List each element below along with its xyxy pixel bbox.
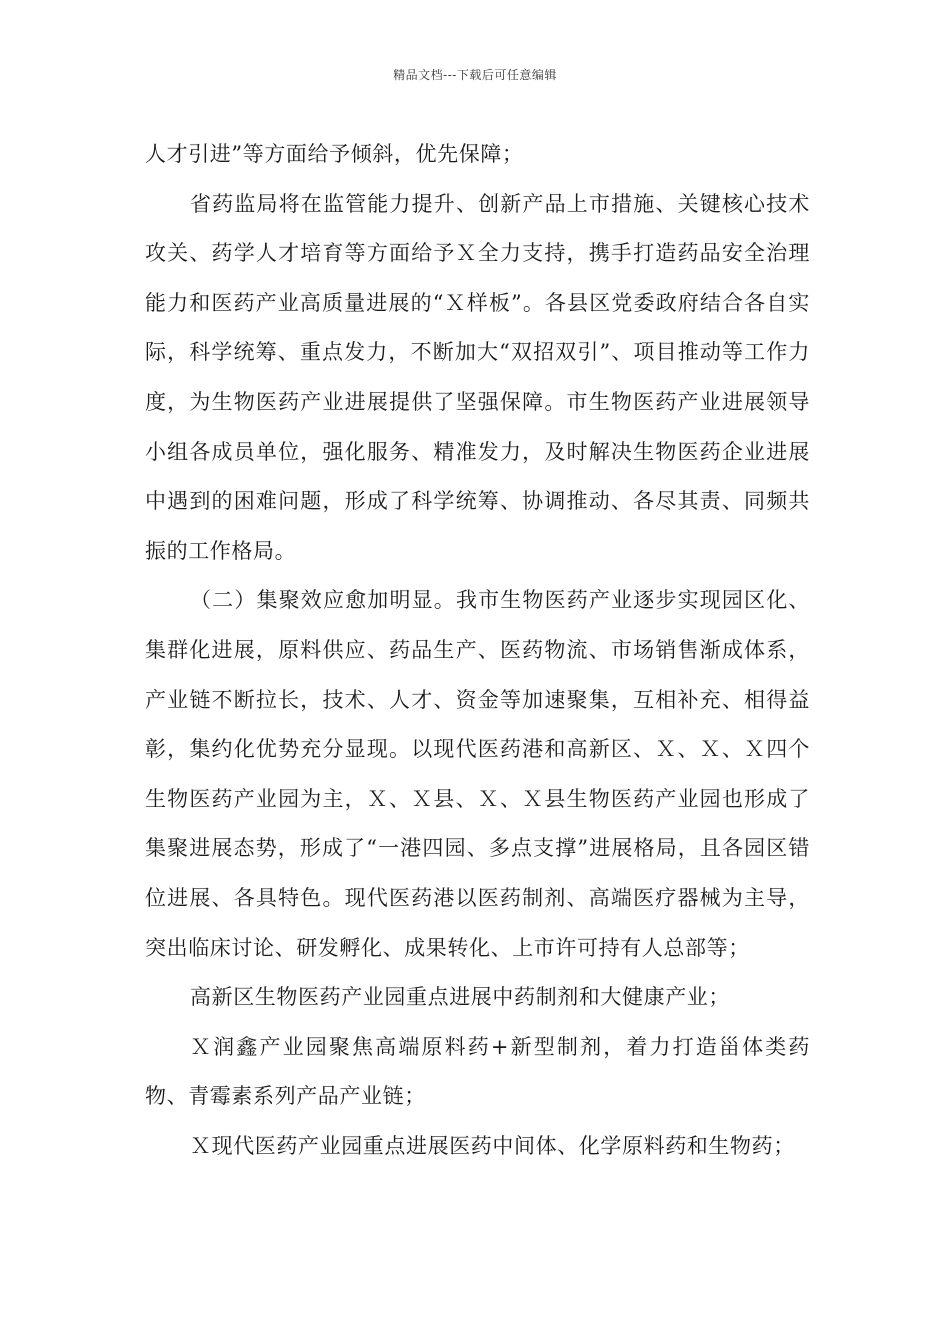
paragraph-5: Ｘ润鑫产业园聚焦高端原料药+新型制剂，着力打造甾体类药物、青霉素系列产品产业链； xyxy=(145,1034,810,1109)
page-header: 精品文档---下载后可任意编辑 xyxy=(393,68,557,82)
paragraph-1: 人才引进”等方面给予倾斜，优先保障； xyxy=(145,142,524,166)
paragraph-2: 省药监局将在监管能力提升、创新产品上市措施、关键核心技术攻关、药学人才培育等方面给予Ｘ全力支持，携手打造药品安全治理能力和医药产业高质量进展的“Ｘ样板”。各县区党委政府结合各自实际，科学统筹、重点发力，不断加大“双招双引”、项目推动等工作力度，为生物医药产业进展提供了坚强保障。市生物医药产业进展领导小组各成员单位，强化服务、精准发力，及时解决生物医药企业进展中遇到的困难问题，形成了科学统筹、协调推动、各尽其责、同频共振的工作格局。 xyxy=(145,191,810,563)
paragraph-6: Ｘ现代医药产业园重点进展医药中间体、化学原料药和生物药； xyxy=(190,1133,795,1158)
paragraph-3: （二）集聚效应愈加明显。我市生物医药产业逐步实现园区化、集群化进展，原料供应、药品生产、医药物流、市场销售渐成体系，产业链不断拉长，技术、人才、资金等加速聚集，互相补充、相得益彰，集约化优势充分显现。以现代医药港和高新区、Ｘ、Ｘ、Ｘ四个生物医药产业园为主，Ｘ、Ｘ县、Ｘ、Ｘ县生物医药产业园也形成了集聚进展态势，形成了“一港四园、多点支撑”进展格局，且各园区错位进展、各具特色。现代医药港以医药制剂、高端医疗器械为主导，突出临床讨论、研发孵化、成果转化、上市许可持有人总部等； xyxy=(145,588,810,960)
paragraph-4: 高新区生物医药产业园重点进展中药制剂和大健康产业； xyxy=(190,985,730,1010)
document-body xyxy=(145,130,810,1171)
